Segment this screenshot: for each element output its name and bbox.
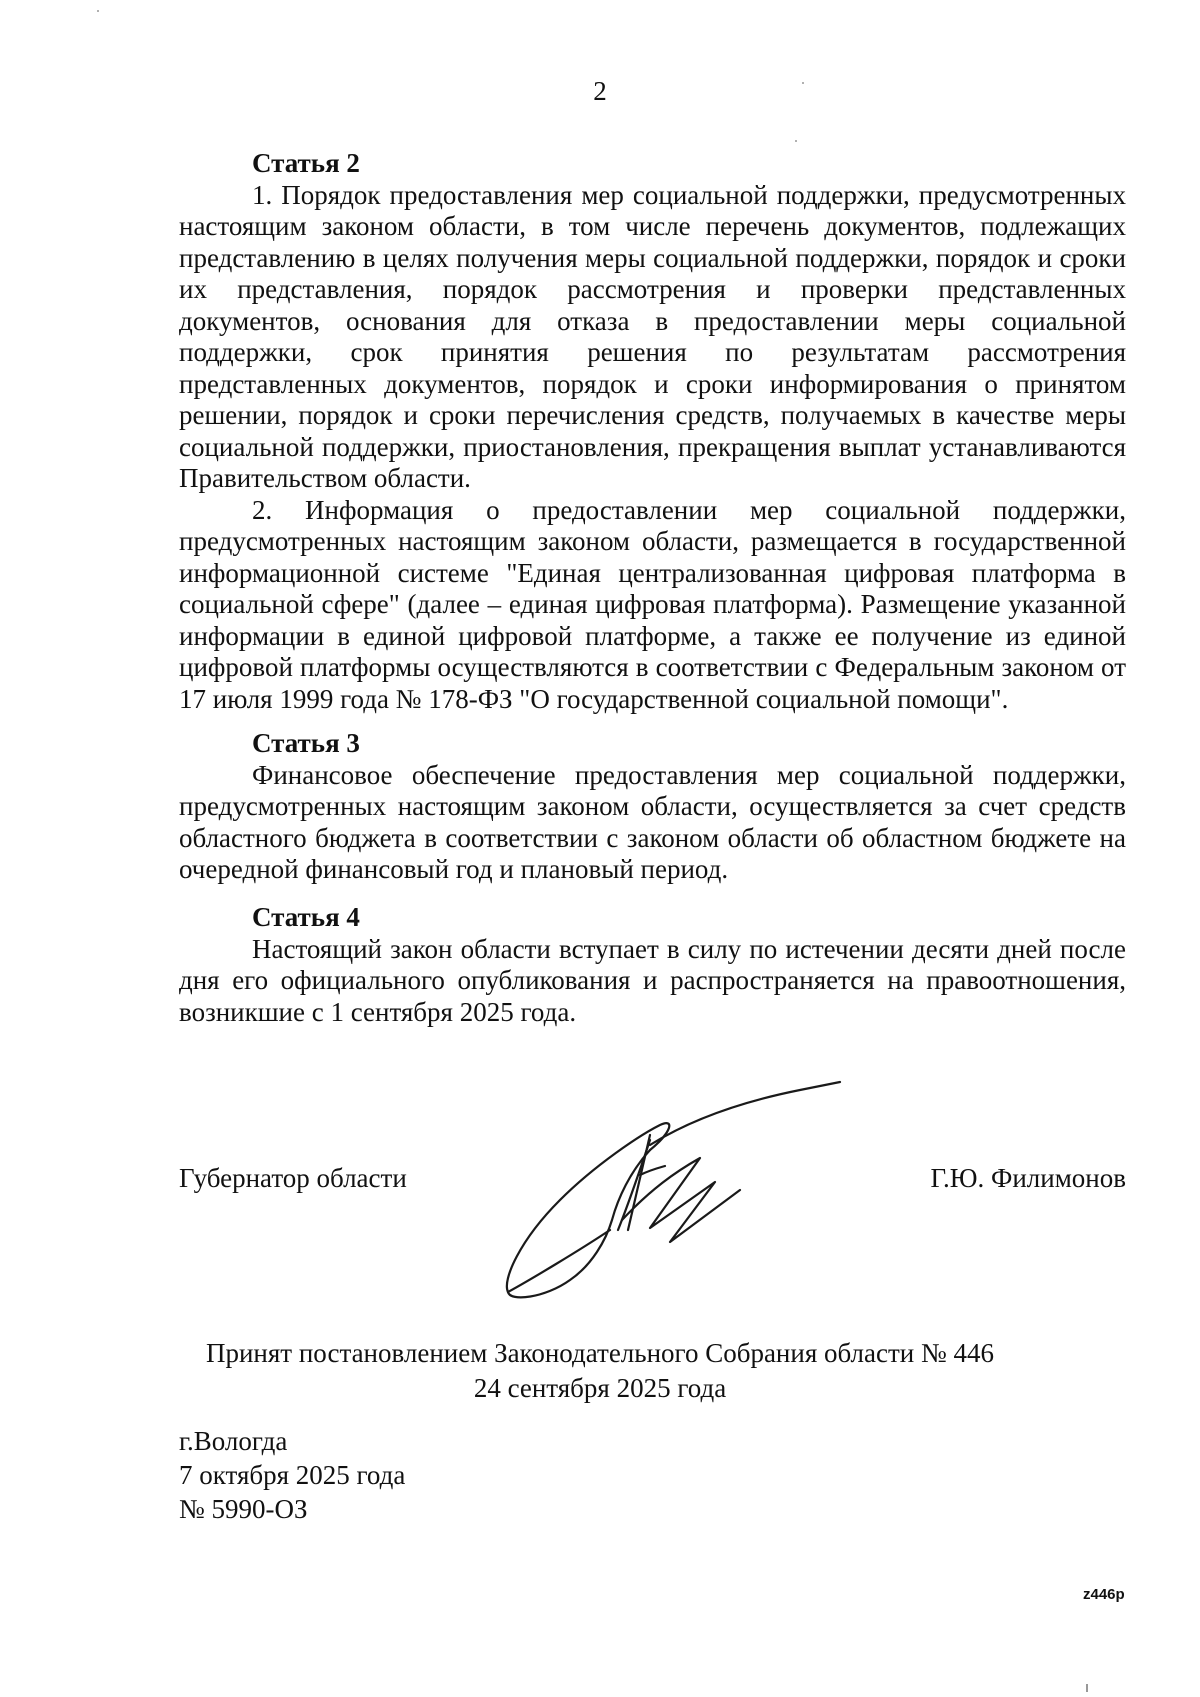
article-2 [179, 148, 1126, 715]
scan-speck [802, 82, 804, 84]
article-4 [179, 902, 1126, 1028]
article-2-paragraph-2: 2. Информация о предоставлении мер социальной поддержки, предусмотренных настоящим законом области, размещается в государственной информационной системе "Единая централизованная цифровая платформа в социальной сфере" (далее – единая цифровая платформа). Размещение указанной информации в единой цифровой платформе, а также ее получение из единой цифровой платформы осуществляются в соответствии с Федеральным законом от 17 июля 1999 года № 178-ФЗ "О государственной социальной помощи". [179, 494, 1126, 714]
article-3-paragraph-1: Финансовое обеспечение предоставления мер социальной поддержки, предусмотренных настоящим законом области, осуществляется за счет средств областного бюджета в соответствии с законом области об областном бюджете на очередной финансовый год и плановый период. [179, 759, 1126, 884]
handwritten-signature [500, 1080, 860, 1310]
page-number: 2 [593, 76, 607, 106]
adoption-line-2: 24 сентября 2025 года [473, 1373, 727, 1403]
adoption-line-1: Принят постановлением Законодательного Собрания области № 446 [205, 1338, 995, 1368]
scan-speck [795, 140, 797, 142]
governor-name: Г.Ю. Филимонов [930, 1163, 1126, 1193]
city: г.Вологда [179, 1426, 288, 1456]
scan-speck [1086, 1684, 1088, 1692]
governor-title: Губернатор области [179, 1163, 407, 1193]
signing-date: 7 октября 2025 года [179, 1460, 406, 1490]
law-number: № 5990-ОЗ [179, 1494, 308, 1524]
article-4-title: Статья 4 [252, 902, 360, 932]
place-date-block [179, 1424, 405, 1526]
article-3 [179, 728, 1126, 886]
scan-speck [97, 10, 99, 12]
adoption-block [0, 1336, 1200, 1406]
article-2-paragraph-1: 1. Порядок предоставления мер социальной поддержки, предусмотренных настоящим законом области, в том числе перечень документов, подлежащих представлению в целях получения меры социальной поддержки, порядок и сроки их представления, порядок рассмотрения и проверки представленных документов, основания для отказа в предоставлении меры социальной поддержки, срок принятия решения по результатам рассмотрения представленных документов, порядок и сроки информирования о принятом решении, порядок и сроки перечисления средств, получаемых в качестве меры социальной поддержки, приостановления, прекращения выплат устанавливаются Правительством области. [179, 179, 1126, 493]
article-2-title: Статья 2 [252, 148, 360, 178]
article-3-title: Статья 3 [252, 728, 360, 758]
document-code: z446р [1083, 1586, 1125, 1603]
article-4-paragraph-1: Настоящий закон области вступает в силу по истечении десяти дней после дня его официального опубликования и распространяется на правоотношения, возникшие с 1 сентября 2025 года. [179, 933, 1126, 1027]
